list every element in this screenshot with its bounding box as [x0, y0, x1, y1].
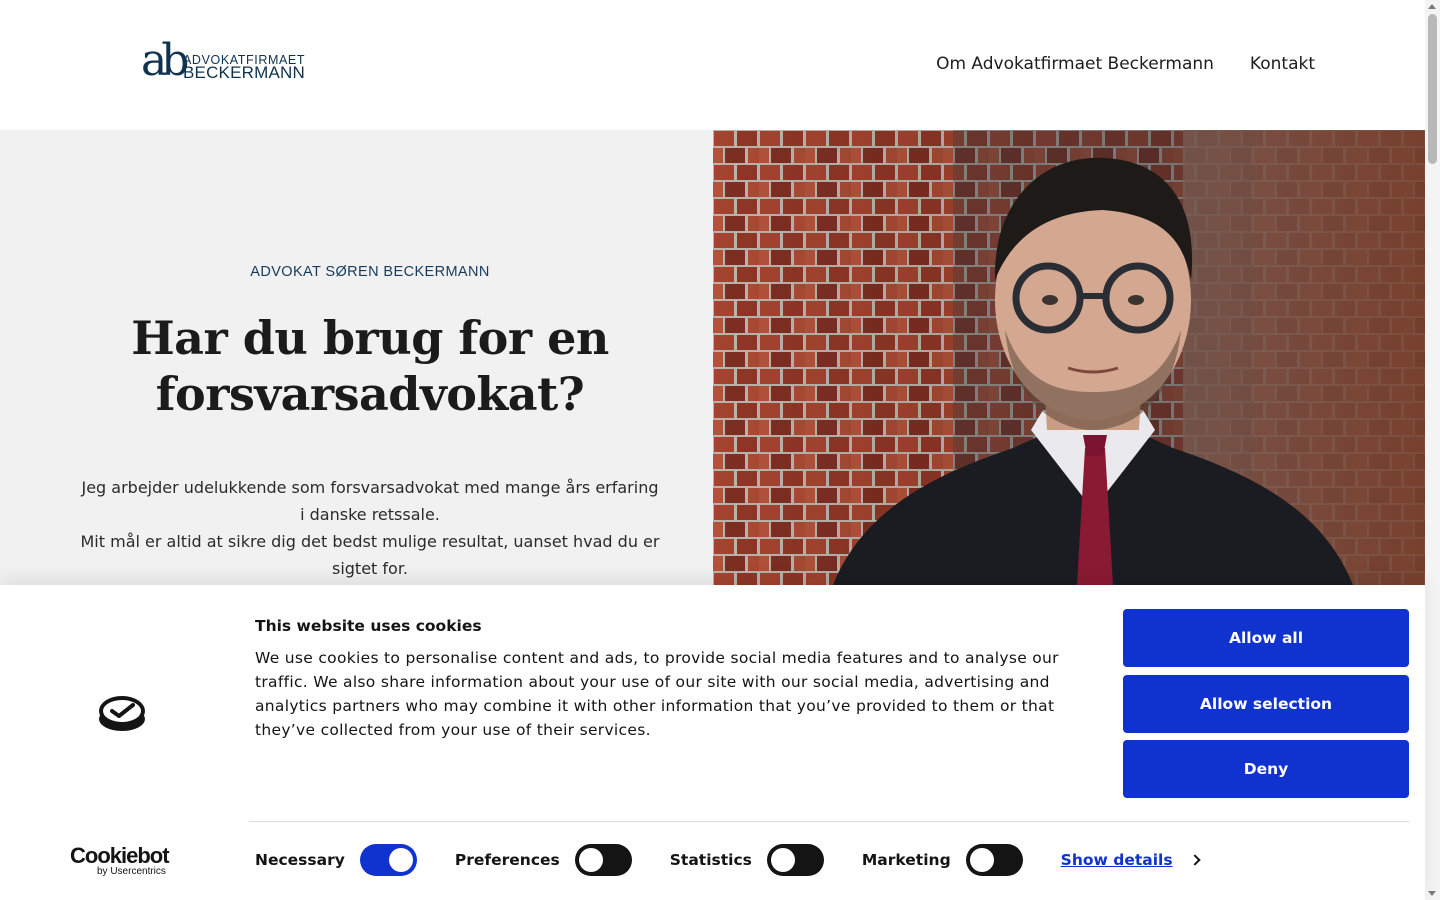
cookie-consent-banner	[0, 585, 1425, 900]
toggle-necessary-switch[interactable]	[360, 844, 417, 876]
hero-headline: Har du brug for en forsvarsadvokat?	[131, 311, 609, 421]
toggle-knob	[389, 848, 413, 872]
toggle-statistics-switch[interactable]	[767, 844, 824, 876]
allow-all-button[interactable]: Allow all	[1123, 609, 1409, 667]
main-nav	[936, 54, 1315, 74]
allow-selection-button[interactable]: Allow selection	[1123, 675, 1409, 733]
portrait-illustration	[713, 130, 1425, 585]
nav-link-about[interactable]: Om Advokatfirmaet Beckermann	[936, 54, 1214, 74]
cookiebot-logo-icon	[98, 694, 146, 732]
deny-button[interactable]: Deny	[1123, 740, 1409, 798]
chevron-right-icon	[1189, 854, 1200, 865]
hero-portrait-photo	[713, 130, 1425, 585]
toggle-necessary-label: Necessary	[255, 851, 345, 869]
cookie-banner-divider	[249, 821, 1409, 822]
toggle-statistics-label: Statistics	[669, 851, 752, 869]
logo-mark: ab	[141, 35, 184, 86]
hero-eyebrow: ADVOKAT SØREN BECKERMANN	[250, 264, 490, 280]
toggle-knob	[970, 848, 994, 872]
show-details-link[interactable]	[1061, 851, 1199, 869]
toggle-preferences	[455, 844, 632, 876]
logo-text-line1: ADVOKATFIRMAET	[183, 53, 306, 67]
hero-text-panel	[0, 130, 713, 585]
cookie-banner-text: We use cookies to personalise content and ads, to provide social media features and to analyse our traffic. We also share information about your use of our site with our social media, advertising and analytics partners who may combine it with other information that you’ve provided to them or that they’ve collected from your use of their services.	[255, 649, 1059, 739]
toggle-necessary	[255, 844, 417, 876]
scrollbar-thumb[interactable]	[1428, 14, 1437, 164]
scroll-up-arrow-icon[interactable]	[1428, 4, 1436, 9]
logo-text-line2: BECKERMANN	[183, 63, 305, 82]
hero-intro-paragraph-2: Mit mål er altid at sikre dig det bedst mulige resultat, uanset hvad du er sigtet for.	[80, 532, 660, 578]
scroll-down-arrow-icon[interactable]	[1428, 891, 1436, 896]
toggle-knob	[579, 848, 603, 872]
site-header	[0, 0, 1425, 130]
site-logo[interactable]	[141, 35, 306, 86]
toggle-knob	[771, 848, 795, 872]
toggle-statistics	[670, 844, 824, 876]
show-details-label: Show details	[1060, 851, 1173, 869]
toggle-preferences-label: Preferences	[454, 851, 560, 869]
toggle-marketing	[862, 844, 1023, 876]
cookiebot-brand[interactable]	[70, 845, 180, 877]
hero-intro-paragraph-1: Jeg arbejder udelukkende som forsvarsadvokat med mange års erfaring i danske retssale.	[81, 478, 659, 524]
cookiebot-brand-name: Cookiebot	[70, 843, 169, 868]
cookie-banner-title: This website uses cookies	[255, 617, 482, 635]
consent-toggles	[255, 844, 1199, 876]
cookiebot-brand-sub: by Usercentrics	[97, 866, 166, 877]
page-scrollbar[interactable]	[1425, 0, 1440, 900]
hero-intro	[80, 474, 660, 582]
nav-link-contact[interactable]: Kontakt	[1249, 54, 1315, 74]
toggle-preferences-switch[interactable]	[575, 844, 632, 876]
toggle-marketing-switch[interactable]	[966, 844, 1023, 876]
toggle-marketing-label: Marketing	[861, 851, 951, 869]
